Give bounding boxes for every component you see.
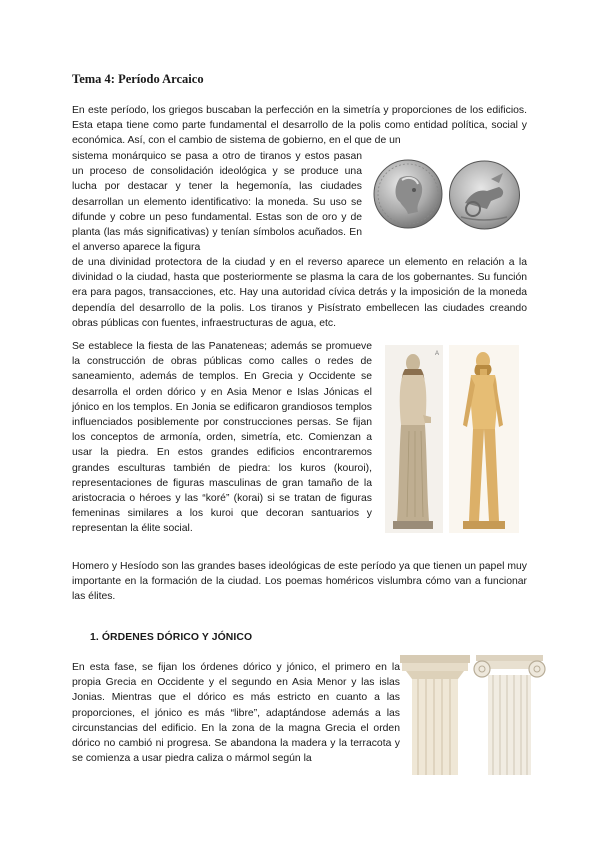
kore-statue-image — [385, 345, 443, 533]
paragraph-orders: En esta fase, se fijan los órdenes dórico y jónico, el primero en la propia Grecia en Occidente y el segundo en Asia Menor y las islas Jonias. Mientras que el dórico es más estricto en cuanto a las proporciones, el jónico es más “libre”, adaptándose además a las circunstancias del edificio. En la zona de la magna Grecia el orden dórico no cambió ni progresa. Se abandona la madera y la terracota y se comienza a usar piedra caliza o mármol según la — [72, 662, 400, 765]
coin-obverse-image — [372, 158, 444, 230]
kouros-statue-image — [449, 345, 519, 533]
paragraph-homero: Homero y Hesíodo son las grandes bases ideológicas de este período ya que tienen un papel muy importante en la formación de la ciudad. Los poemas homéricos vislumbra cómo van a funcionar las élites. — [72, 561, 527, 603]
figure-label: A — [435, 351, 440, 357]
paragraph-intro-1: En este período, los griegos buscaban la perfección en la simetría y proporciones de los edificios. Esta etapa tiene como parte fundamental el desarrollo de la polis como entidad política, social y económica. Así, con el cambio de sistema de gobierno, en el que de un — [72, 105, 527, 147]
paragraph-intro-2: sistema monárquico se pasa a otro de tiranos y estos pasan un proceso de consolidación ideológica y se produce una lucha por destacar y tener la hegemonía, las ciudades desarrollan un elemento identificativo: la moneda. Su uso se difunde y cobre un peso fundamental. Estas son de oro y de planta (las más significativas) y tenían símbolos acuñados. En el anverso aparece la figura — [72, 151, 362, 254]
doric-column-image — [400, 655, 470, 775]
section-heading-orders: 1. ÓRDENES DÓRICO Y JÓNICO — [90, 632, 253, 643]
ionic-column-image — [472, 655, 547, 775]
coin-reverse-image — [447, 159, 522, 231]
page-title: Tema 4: Período Arcaico — [72, 72, 204, 86]
paragraph-intro-3: de una divinidad protectora de la ciudad y en el reverso aparece un elemento en relación a la divinidad o la ciudad, hasta que posteriormente se plasma la cara de los gobernantes. Su función era para pagos, transacciones, etc. Hay una autoridad cívica detrás y la imposición de la moneda dependía del desarrollo de la polis. Los tiranos y Pisístrato embellecen las ciudades creando obras públicas con fuentes, infraestructuras de agua, etc. — [72, 257, 527, 329]
paragraph-panateneas: Se establece la fiesta de las Panateneas; además se promueve la construcción de obras públicas como calles o redes de saneamiento, además de templos. En Grecia y Occidente se desarrolla el orden dórico y en Asia Menor e Islas Jónicas el jónico en los templos. En Jonia se edificaron grandiosos templos influenciados posiblemente por construcciones persas. Se fijan los conceptos de armonía, orden, simetría, etc. Comienzan a usar la piedra. En estos grandes edificios encontraremos grandes esculturas también de piedra: los kuros (kouroi), representaciones de figuras masculinas de gran tamaño de la aristocracia o héroes y las “koré” (korai) si se tratan de figuras femeninas similares a los kuroi que decoran santuarios y representan la élite social. — [72, 341, 372, 535]
